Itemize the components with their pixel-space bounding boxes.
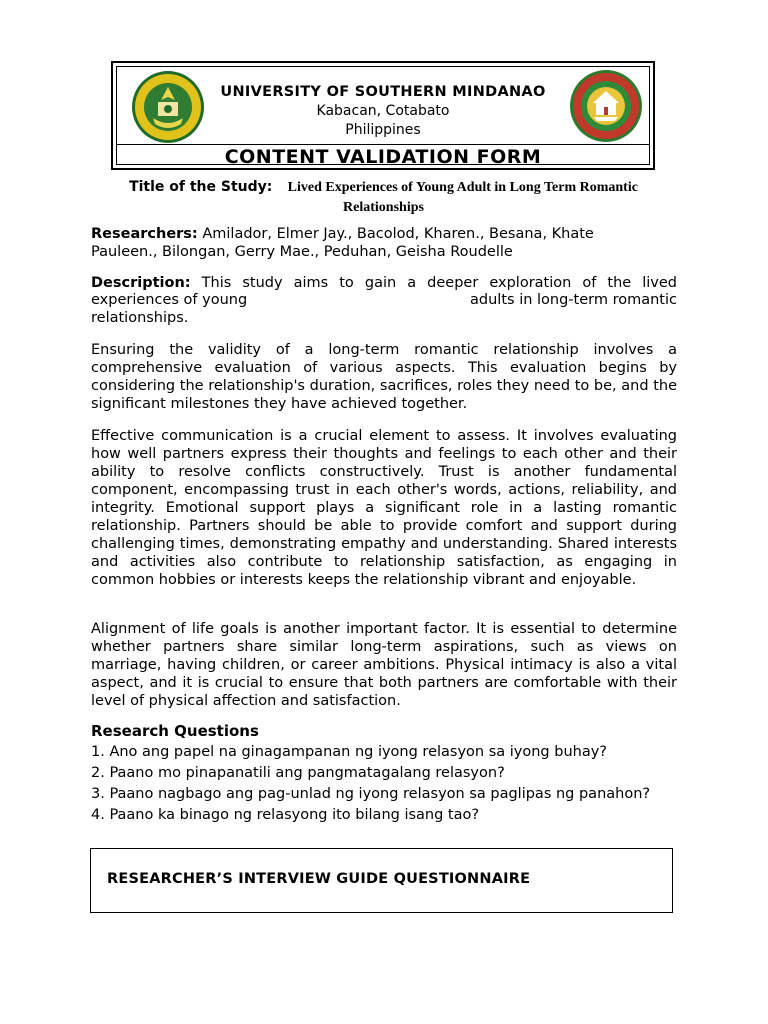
study-title-line2: Relationships	[343, 200, 424, 215]
research-question-4: 4. Paano ka binago ng relasyong ito bilang isang tao?	[91, 807, 480, 823]
paragraph-validity: Ensuring the validity of a long-term romantic relationship involves a comprehensive evaluation of various aspects. This evaluation begins by considering the relationship's duration, sacrifices, roles they need to be, and the significant milestones they have achieved together.	[91, 342, 677, 412]
interview-guide-box	[90, 848, 673, 913]
research-question-3: 3. Paano nagbago ang pag-unlad ng iyong relasyon sa paglipas ng panahon?	[91, 786, 651, 802]
form-title: CONTENT VALIDATION FORM	[224, 146, 542, 168]
study-title-row	[90, 172, 677, 201]
research-questions-heading: Research Questions	[91, 722, 259, 740]
researchers-line2: Pauleen., Bilongan, Gerry Mae., Peduhan, Geisha Roudelle	[91, 244, 513, 260]
letterhead-divider	[117, 144, 649, 145]
letterhead-inner-frame	[116, 66, 650, 168]
study-title-line1: Lived Experiences of Young Adult in Long Term Romantic	[287, 180, 638, 195]
university-country: Philippines	[345, 122, 421, 138]
interview-guide-title: RESEARCHER’S INTERVIEW GUIDE QUESTIONNAIRE	[107, 871, 531, 887]
researchers-line1: Amilador, Elmer Jay., Bacolod, Kharen., Besana, Khate	[202, 226, 594, 242]
college-seal-icon	[569, 69, 643, 143]
description-line1	[91, 274, 677, 292]
description-line2	[91, 292, 677, 310]
description-text-line1: This study aims to gain a deeper exploration of the lived	[201, 275, 678, 291]
letterhead	[111, 61, 655, 170]
description-label: Description:	[91, 275, 191, 291]
research-question-2: 2. Paano mo pinapanatili ang pangmatagalang relasyon?	[91, 765, 505, 781]
paragraph-life-goals: Alignment of life goals is another important factor. It is essential to determine whether partners share similar long-term aspirations, such as views on marriage, having children, or career ambitions. Physical intimacy is also a vital aspect, and it is crucial to ensure that both partners are comfortable with their level of physical affection and satisfaction.	[91, 621, 677, 709]
paragraph-communication: Effective communication is a crucial element to assess. It involves evaluating how well partners express their thoughts and feelings to each other and their ability to resolve conflicts constructively. Trust is another fundamental component, encompassing trust in each other's words, actions, reliability, and integrity. Emotional support plays a significant role in a lasting romantic relationship. Partners should be able to provide comfort and support during challenging times, demonstrating empathy and understanding. Shared interests and activities also contribute to relationship satisfaction, as engaging in common hobbies or interests keeps the relationship vibrant and enjoyable.	[91, 428, 677, 588]
description-text-line2-right: adults in long-term romantic	[470, 292, 677, 308]
description-line3: relationships.	[91, 310, 189, 326]
researchers-block	[91, 225, 677, 261]
research-question-1: 1. Ano ang papel na ginagampanan ng iyong relasyon sa iyong buhay?	[91, 744, 607, 760]
university-name: UNIVERSITY OF SOUTHERN MINDANAO	[220, 84, 546, 100]
university-location: Kabacan, Cotabato	[316, 103, 450, 119]
study-title-label: Title of the Study:	[129, 179, 273, 195]
researchers-label: Researchers:	[91, 226, 198, 242]
description-text-line2-left: experiences of young	[91, 292, 248, 308]
